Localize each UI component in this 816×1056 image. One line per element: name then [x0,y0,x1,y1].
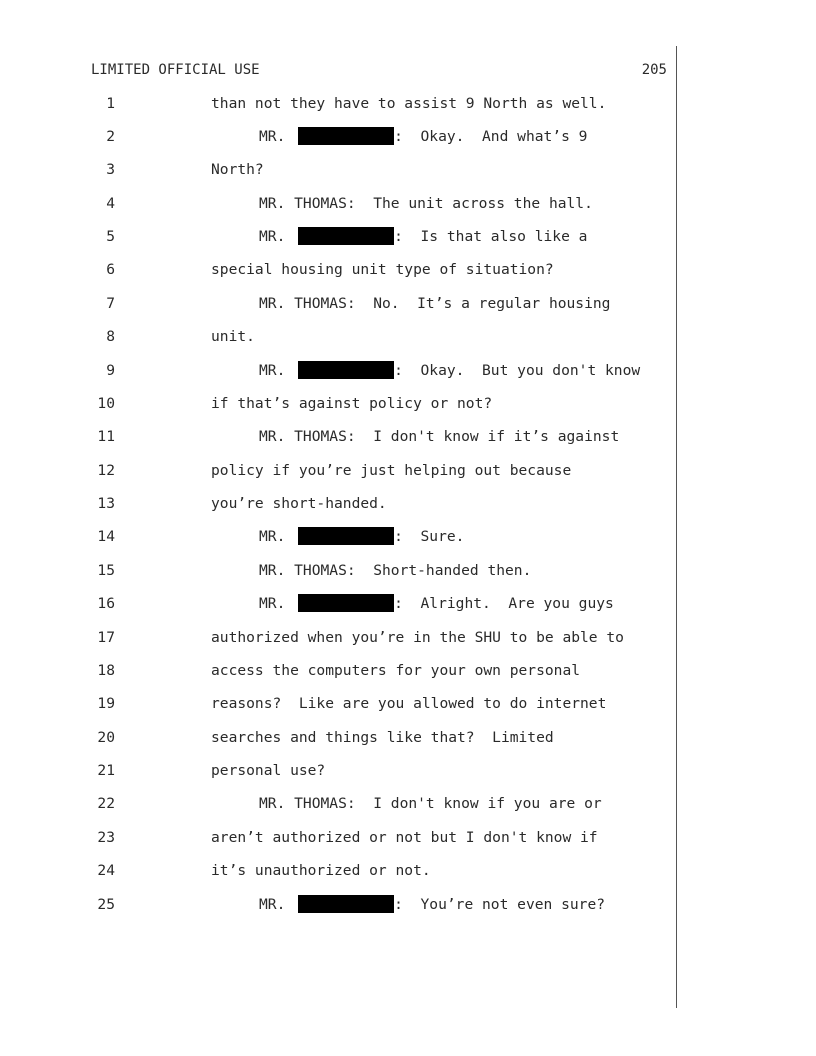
line-text [211,754,325,787]
redaction-box [298,227,394,245]
redaction-box [298,594,394,612]
transcript-line [0,487,816,520]
line-text [211,654,580,687]
line-number: 23 [97,828,115,846]
spoken-text: if that’s against policy or not? [211,394,493,412]
line-text [259,587,614,620]
speaker-label: MR. [259,595,295,613]
line-number: 2 [106,127,115,145]
line-number: 20 [97,728,115,746]
transcript-line [0,153,816,186]
line-number: 6 [106,261,115,279]
transcript-line [0,854,816,887]
line-number: 12 [97,461,115,479]
line-number: 11 [97,428,115,446]
spoken-text: than not they have to assist 9 North as well. [211,94,607,112]
spoken-text: MR. THOMAS: The unit across the hall. [259,194,593,212]
line-number: 8 [106,328,115,346]
line-number: 14 [97,528,115,546]
spoken-text: North? [211,161,264,179]
line-text [211,854,431,887]
line-text [259,220,587,253]
transcript-line [0,554,816,587]
line-number: 9 [106,361,115,379]
line-number: 17 [97,628,115,646]
line-number: 5 [106,228,115,245]
spoken-text: : You’re not even sure? [394,895,606,913]
page-number: 205 [641,62,667,78]
line-text [259,520,464,553]
spoken-text: unit. [211,328,255,346]
line-text [211,454,571,487]
transcript-line [0,253,816,286]
speaker-label: MR. [259,361,295,379]
line-text [259,287,610,320]
transcript-line [0,454,816,487]
speaker-label: MR. [259,228,295,245]
redaction-box [298,361,394,379]
spoken-text: : Sure. [394,528,465,546]
line-number: 21 [97,762,115,779]
line-number: 16 [97,595,115,613]
line-number: 18 [97,661,115,679]
line-number: 7 [106,294,115,312]
spoken-text: policy if you’re just helping out because [211,461,572,479]
transcript-line [0,687,816,720]
spoken-text: MR. THOMAS: Short-handed then. [259,561,532,579]
transcript-line [0,654,816,687]
line-text [259,354,640,387]
transcript-line [0,354,816,387]
spoken-text: MR. THOMAS: No. It’s a regular housing [259,294,611,312]
speaker-label: MR. [259,895,295,913]
spoken-text: searches and things like that? Limited [211,728,554,746]
line-text [211,621,624,654]
spoken-text: authorized when you’re in the SHU to be able to [211,628,624,646]
transcript-line [0,420,816,453]
transcript-line [0,287,816,320]
transcript-line [0,888,816,921]
speaker-label: MR. [259,528,295,546]
line-number: 13 [97,495,115,512]
line-text [259,554,531,587]
transcript-line [0,520,816,553]
transcript-line [0,587,816,620]
transcript-line [0,187,816,220]
spoken-text: MR. THOMAS: I don't know if it’s against [259,428,620,446]
transcript-line [0,220,816,253]
transcript-line [0,621,816,654]
line-number: 10 [97,394,115,412]
line-number: 4 [106,194,115,212]
line-text [259,888,605,921]
spoken-text: MR. THOMAS: I don't know if you are or [259,795,602,813]
transcript-line [0,320,816,353]
classification-header: LIMITED OFFICIAL USE [91,62,260,78]
line-text [211,721,554,754]
line-text [211,320,255,353]
redaction-box [298,127,394,145]
line-text [211,87,606,120]
redaction-box [298,895,394,913]
spoken-text: aren’t authorized or not but I don't know if [211,828,598,846]
line-number: 19 [97,695,115,713]
line-text [211,821,598,854]
line-text [259,420,619,453]
line-text [211,153,264,186]
line-text [211,253,554,286]
line-number: 22 [97,795,115,813]
transcript-line [0,754,816,787]
transcript-line [0,721,816,754]
spoken-text: : Okay. But you don't know [394,361,641,379]
spoken-text: it’s unauthorized or not. [211,862,431,880]
transcript-line [0,787,816,820]
spoken-text: : Is that also like a [394,228,588,245]
line-text [211,387,492,420]
line-number: 3 [106,161,115,179]
line-text [259,187,593,220]
spoken-text: : Alright. Are you guys [394,595,614,613]
line-number: 24 [97,862,115,880]
transcript-line [0,87,816,120]
line-number: 1 [106,94,115,112]
line-number: 25 [97,895,115,913]
spoken-text: you’re short-handed. [211,495,387,512]
transcript-line [0,387,816,420]
line-text [259,120,587,153]
redaction-box [298,527,394,545]
spoken-text: special housing unit type of situation? [211,261,554,279]
line-text [259,787,602,820]
line-number: 15 [97,561,115,579]
transcript-lines [0,87,816,921]
transcript-line [0,821,816,854]
transcript-line [0,120,816,153]
spoken-text: reasons? Like are you allowed to do internet [211,695,607,713]
line-text [211,687,606,720]
spoken-text: personal use? [211,762,326,779]
speaker-label: MR. [259,127,295,145]
spoken-text: : Okay. And what’s 9 [394,127,588,145]
spoken-text: access the computers for your own personal [211,661,581,679]
line-text [211,487,387,520]
